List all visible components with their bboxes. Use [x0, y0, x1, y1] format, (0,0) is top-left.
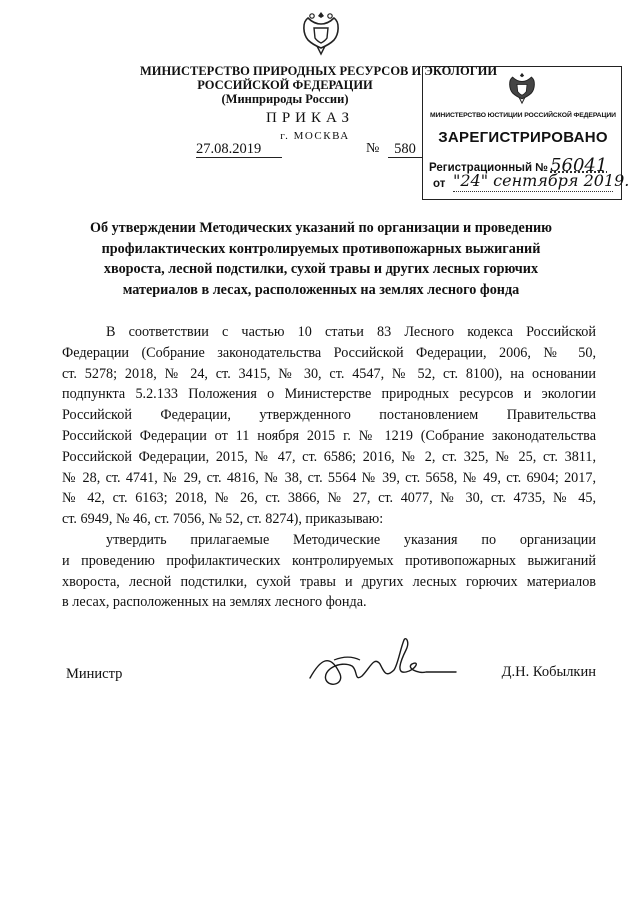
- body-line: № 28, ст. 4741, № 29, ст. 4816, № 38, ст. 5564 № 39, ст. 5658, № 49, ст. 6904; 2017,: [62, 469, 596, 486]
- ministry-short-name: (Минприроды России): [221, 92, 349, 106]
- document-type: ПРИКАЗ: [266, 110, 354, 126]
- document-city: г. МОСКВА: [280, 130, 350, 142]
- registration-stamp: [422, 66, 630, 200]
- ministry-name-line1: МИНИСТЕРСТВО ПРИРОДНЫХ РЕСУРСОВ И ЭКОЛОГИИ: [140, 64, 498, 78]
- body-line: и проведению профилактических контролируемых противопожарных выжиганий: [62, 552, 596, 569]
- registration-date-line: [453, 171, 630, 192]
- body-line: в лесах, расположенных на землях лесного фонда.: [62, 594, 367, 611]
- number-sign: №: [366, 141, 380, 156]
- document-title: [66, 218, 576, 300]
- document-date: 27.08.2019: [196, 141, 282, 158]
- stamp-ministry: МИНИСТЕРСТВО ЮСТИЦИИ РОССИЙСКОЙ ФЕДЕРАЦИИ: [430, 112, 616, 119]
- body-line: Федерации (Собрание законодательства Российской Федерации, 2006, № 50,: [62, 344, 596, 361]
- coat-of-arms-icon: [300, 8, 342, 58]
- handwritten-signature-icon: [300, 630, 460, 692]
- registration-number-value: 56041: [550, 155, 608, 176]
- body-line: хвороста, лесной подстилки, сухой травы и других лесных горючих материалов: [62, 573, 596, 590]
- body-line: подпункта 5.2.133 Положения о Министерстве природных ресурсов и экологии: [62, 386, 596, 403]
- body-line: Российской Федерации, 2015, № 47, ст. 6586; 2016, № 2, ст. 325, № 25, ст. 3811,: [62, 448, 596, 465]
- body-line: В соответствии с частью 10 статьи 83 Лесного кодекса Российской: [106, 324, 596, 340]
- document-number: 580: [388, 141, 422, 158]
- ministry-header: [140, 64, 498, 106]
- signatory-name: Д.Н. Кобылкин: [501, 664, 596, 680]
- stamp-coat-of-arms-icon: [505, 70, 539, 106]
- body-line: утвердить прилагаемые Методические указания по организации: [106, 531, 596, 548]
- title-line: материалов в лесах, расположенных на землях лесного фонда: [122, 281, 520, 298]
- stamp-registered: ЗАРЕГИСТРИРОВАНО: [438, 129, 608, 146]
- body-line: ст. 6949, № 46, ст. 7056, № 52, ст. 8274), приказываю:: [62, 511, 384, 528]
- title-line: профилактических контролируемых противопожарных выжиганий: [101, 240, 541, 257]
- registration-date-value: "24" сентября 2019.: [453, 171, 630, 190]
- title-line: хвороста, лесной подстилки, сухой травы и других лесных горючих: [103, 261, 539, 277]
- body-line: № 42, ст. 6163; 2018, № 26, ст. 3866, № 27, ст. 4077, № 30, ст. 4735, № 45,: [62, 490, 596, 507]
- body-line: ст. 5278; 2018, № 24, ст. 3415, № 30, ст. 4547, № 52, ст. 8100), на основании: [62, 365, 596, 382]
- body-line: Российской Федерации от 11 ноября 2015 г. № 1219 (Собрание законодательства: [62, 427, 596, 444]
- title-line: Об утверждении Методических указаний по организации и проведению: [89, 220, 553, 236]
- registration-date-label: от: [433, 178, 446, 190]
- ministry-name-line2: РОССИЙСКОЙ ФЕДЕРАЦИИ: [197, 78, 373, 92]
- registration-number-label: Регистрационный №: [429, 162, 549, 174]
- signatory-position: Министр: [66, 666, 123, 682]
- document-body: [62, 322, 596, 613]
- body-line: Российской Федерации, утвержденного постановлением Правительства: [62, 407, 596, 424]
